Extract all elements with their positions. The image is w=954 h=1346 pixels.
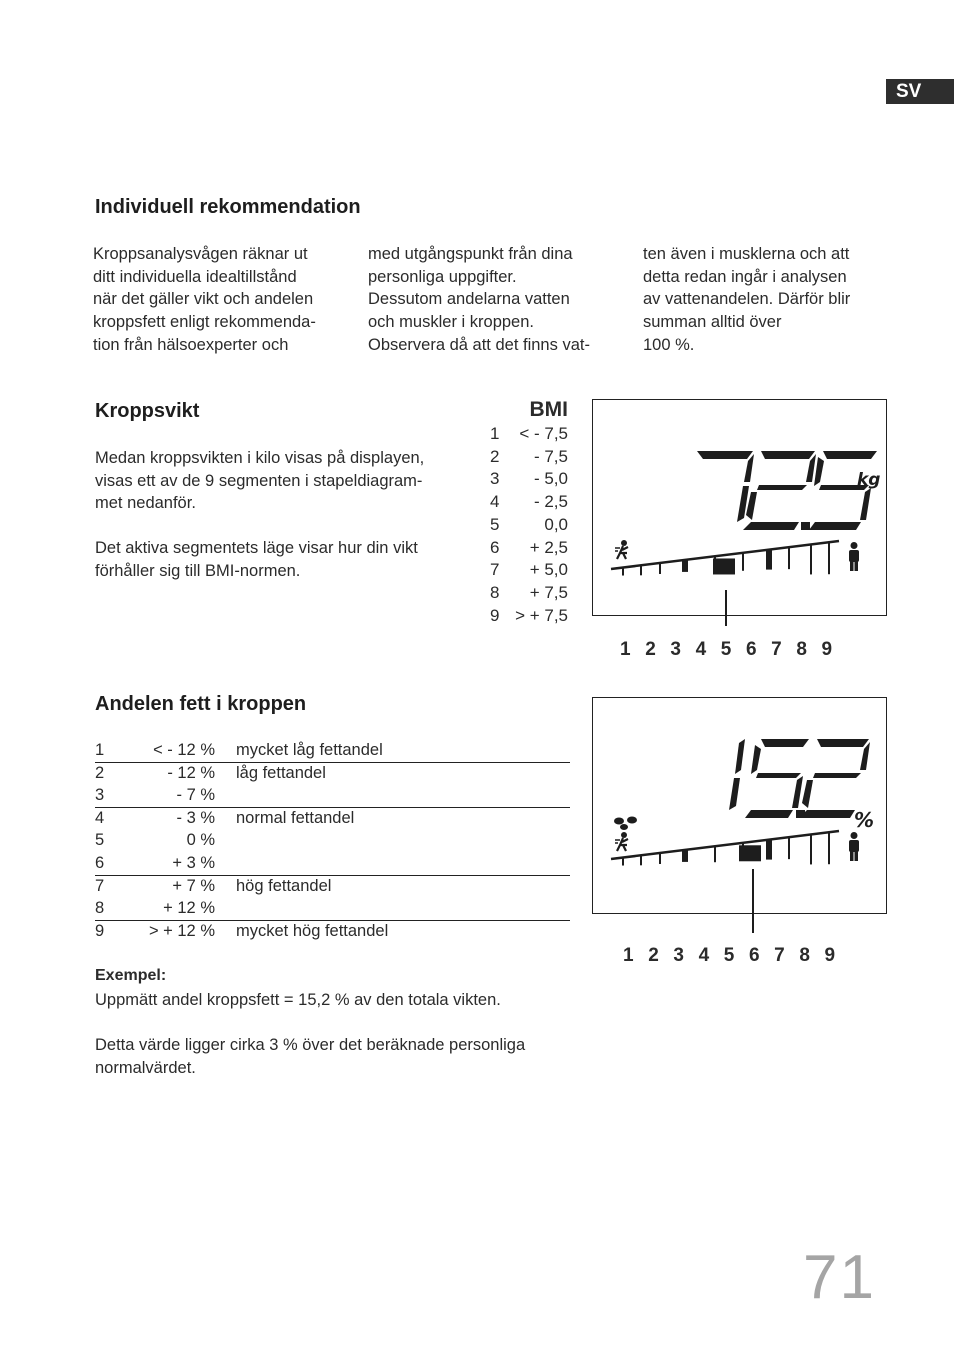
lcd-segment (745, 810, 793, 818)
bmi-row (490, 605, 568, 628)
fat-row-label: hög fettandel (236, 876, 332, 895)
bmi-row-number: 2 (490, 446, 500, 466)
bmi-row (490, 537, 568, 560)
bmi-row-number: 8 (490, 582, 500, 602)
person-icon (849, 542, 859, 571)
fat-row-number: 7 (95, 876, 105, 895)
lcd-segment (813, 773, 861, 778)
fat-row-value: - 12 % (167, 763, 215, 782)
text-line: normalvärdet. (95, 1058, 196, 1077)
bmi-row-value: < - 7,5 (519, 424, 568, 443)
weight-pointer-line (725, 590, 727, 626)
lcd-scale-tick (810, 544, 812, 574)
text-line: summan alltid över (643, 313, 782, 332)
fat-row-number: 5 (95, 831, 105, 850)
fat-row-label: mycket hög fettandel (236, 921, 389, 940)
lcd-scale-tick (810, 834, 812, 864)
scale-number: 8 (796, 639, 807, 660)
text-line: 100 %. (643, 335, 695, 354)
runner-icon (615, 832, 628, 851)
text-line: personliga uppgifter. (368, 267, 517, 286)
page-number: 71 (803, 1243, 876, 1312)
lcd-segment (802, 780, 813, 808)
lcd-scale-tick (828, 832, 830, 864)
weight-lcd-display (592, 399, 887, 616)
scale-number: 7 (774, 945, 785, 966)
weight-paragraph-2 (95, 537, 475, 582)
fat-row-number: 6 (95, 854, 105, 872)
lcd-segment (743, 522, 799, 530)
weight-paragraph-1 (95, 447, 475, 515)
fat-row-number: 3 (95, 786, 105, 805)
lcd-active-segment (739, 845, 761, 861)
lcd-scale-tick (766, 840, 772, 860)
bmi-row-value: 0,0 (544, 514, 568, 534)
fat-pointer-line (752, 869, 754, 933)
fat-row-value: + 7 % (172, 876, 215, 895)
lcd-decimal-point (801, 522, 810, 530)
text-line: met nedanför. (95, 494, 196, 513)
lcd-segment (761, 451, 815, 459)
person-icon (849, 832, 859, 861)
scale-number: 1 (620, 639, 631, 660)
lcd-segment (817, 739, 869, 747)
fat-table-row (95, 829, 570, 852)
bmi-row (490, 468, 568, 491)
lcd-segment (737, 486, 749, 522)
bmi-row-number: 6 (490, 537, 500, 557)
recommendation-column-1 (93, 243, 358, 357)
text-line: när det gäller vikt och andelen (93, 290, 314, 309)
fat-table-row (95, 875, 570, 898)
fat-row-number: 1 (95, 741, 105, 759)
scale-number: 4 (695, 639, 707, 660)
lcd-bar-scale (611, 541, 839, 576)
lcd-scale-tick (640, 855, 642, 865)
runner-icon (615, 540, 628, 559)
lcd-scale-tick (682, 850, 688, 862)
fat-scale-numbers (623, 945, 850, 967)
bmi-row-value: + 7,5 (529, 582, 568, 602)
fat-row-value: + 12 % (163, 899, 215, 918)
text-line: Detta värde ligger cirka 3 % över det beräknade personliga (95, 1036, 526, 1054)
fat-table-row (95, 784, 570, 808)
lcd-scale-tick (682, 560, 688, 572)
lcd-active-segment (713, 558, 735, 574)
bmi-row-number: 9 (490, 605, 500, 625)
bmi-row-value: + 2,5 (529, 537, 568, 557)
fat-table-row (95, 807, 570, 830)
bmi-row (490, 423, 568, 446)
recommendation-column-3 (643, 243, 908, 357)
lcd-segment (860, 488, 871, 520)
bmi-row-number: 1 (490, 424, 500, 443)
lcd-scale-tick (828, 542, 830, 574)
lcd-segment (729, 778, 740, 810)
text-line: detta redan ingår i analysen (643, 267, 847, 286)
recommendation-column-2 (368, 243, 633, 357)
language-tab: SV (886, 79, 954, 104)
lcd-scale-tick (766, 550, 772, 570)
bmi-row-number: 4 (490, 492, 500, 512)
fat-lcd-display (592, 697, 887, 914)
lcd-digits-72-5 (697, 451, 877, 530)
text-line: Dessutom andelarna vatten (368, 290, 570, 309)
bmi-row (490, 491, 568, 514)
text-line: med utgångspunkt från dina (368, 245, 573, 263)
fat-row-label: mycket låg fettandel (236, 741, 383, 759)
weight-lcd-graphic (593, 400, 886, 615)
fat-heading: Andelen fett i kroppen (95, 693, 307, 715)
text-line: visas ett av de 9 segmenten i stapeldiagram- (95, 471, 423, 490)
lcd-segment (697, 451, 753, 459)
fat-row-number: 8 (95, 899, 105, 918)
lcd-scale-tick (659, 563, 661, 574)
text-line: tion från hälsoexperter och (93, 335, 289, 354)
bmi-row-value: - 5,0 (533, 469, 568, 489)
lcd-segment (756, 773, 801, 778)
fat-table-row (95, 762, 570, 785)
recommendation-heading: Individuell rekommendation (95, 196, 361, 218)
fat-row-value: < - 12 % (153, 741, 215, 759)
example-label: Exempel: (95, 967, 167, 984)
weight-scale-numbers (620, 639, 847, 661)
scale-number: 8 (799, 945, 810, 966)
lcd-segment (746, 492, 757, 520)
lcd-scale-tick (622, 858, 624, 866)
fat-row-value: - 3 % (176, 808, 215, 827)
lcd-segment (809, 522, 861, 530)
fat-row-number: 4 (95, 808, 105, 827)
lcd-scale-tick (788, 837, 790, 859)
fat-table-row (95, 739, 570, 763)
fat-lcd-graphic (593, 698, 886, 913)
lcd-scale-tick (622, 568, 624, 576)
text-line: ten även i musklerna och att (643, 245, 850, 263)
fat-row-number: 2 (95, 763, 105, 782)
text-line: Kroppsanalysvågen räknar ut (93, 245, 308, 263)
lcd-segment (792, 776, 803, 808)
bmi-list (490, 423, 568, 633)
fat-table-row (95, 920, 570, 943)
bmi-row-value: - 2,5 (533, 492, 568, 512)
fat-row-value: - 7 % (176, 786, 215, 805)
bmi-row-value: - 7,5 (533, 446, 568, 466)
bmi-row-value: + 5,0 (529, 560, 568, 580)
lcd-scale-tick (659, 853, 661, 864)
bmi-row-number: 5 (490, 514, 500, 534)
text-line: Det aktiva segmentets läge visar hur din vikt (95, 539, 418, 557)
fat-row-label: låg fettandel (236, 763, 326, 782)
fat-row-number: 9 (95, 921, 105, 940)
fat-row-value: > + 12 % (148, 921, 215, 940)
bmi-row-value: > + 7,5 (515, 605, 568, 625)
lcd-scale-tick (640, 565, 642, 575)
text-line: förhåller sig till BMI-normen. (95, 561, 301, 580)
bmi-row-number: 3 (490, 469, 500, 489)
lcd-segment (823, 451, 877, 459)
text-line: kroppsfett enligt rekommenda- (93, 313, 316, 332)
text-line: av vattenandelen. Därför blir (643, 290, 851, 309)
example-text: Uppmätt andel kroppsfett = 15,2 % av den totala vikten. (95, 991, 501, 1009)
scale-number: 9 (821, 639, 833, 660)
scale-number: 2 (648, 945, 659, 966)
fat-cells-icon (614, 817, 637, 831)
text-line: ditt individuella idealtillstånd (93, 267, 297, 286)
scale-number: 4 (698, 945, 710, 966)
conclusion-text (95, 1034, 575, 1079)
lcd-digits-15-2 (729, 739, 870, 818)
scale-number: 7 (771, 639, 782, 660)
fat-table-row (95, 852, 570, 876)
lcd-scale-tick (714, 846, 716, 862)
lcd-segment (735, 739, 745, 774)
scale-number: 9 (824, 945, 836, 966)
scale-number: 6 (745, 639, 757, 660)
bmi-row-number: 7 (490, 560, 500, 580)
fat-row-value: 0 % (186, 831, 215, 850)
bmi-row (490, 514, 568, 537)
lcd-scale-tick (788, 547, 790, 569)
bmi-row (490, 582, 568, 605)
scale-number: 1 (623, 945, 634, 966)
scale-number: 2 (645, 639, 656, 660)
lcd-scale-tick (742, 553, 744, 571)
fat-row-value: + 3 % (172, 854, 215, 872)
scale-number: 3 (670, 639, 681, 660)
lcd-unit-kg: kg (857, 470, 881, 490)
scale-number: 3 (673, 945, 684, 966)
lcd-segment (814, 457, 824, 486)
lcd-segment (757, 485, 807, 490)
text-line: Medan kroppsvikten i kilo visas på displayen, (95, 449, 425, 467)
lcd-segment (761, 739, 809, 747)
text-line: och muskler i kroppen. (368, 313, 534, 332)
lcd-unit-percent: % (854, 808, 875, 832)
fat-table-row (95, 897, 570, 921)
scale-number: 6 (748, 945, 760, 966)
weight-heading: Kroppsvikt (95, 400, 200, 422)
text-line: Observera då att det finns vat- (368, 335, 590, 354)
scale-number: 5 (723, 945, 735, 966)
bmi-row (490, 446, 568, 469)
lcd-segment (799, 810, 855, 818)
fat-row-label: normal fettandel (236, 808, 355, 827)
bmi-heading: BMI (529, 398, 568, 421)
scale-number: 5 (720, 639, 732, 660)
lcd-scale-line (611, 831, 839, 859)
lcd-bar-scale (611, 831, 839, 866)
bmi-row (490, 559, 568, 582)
lcd-segment (751, 745, 761, 774)
